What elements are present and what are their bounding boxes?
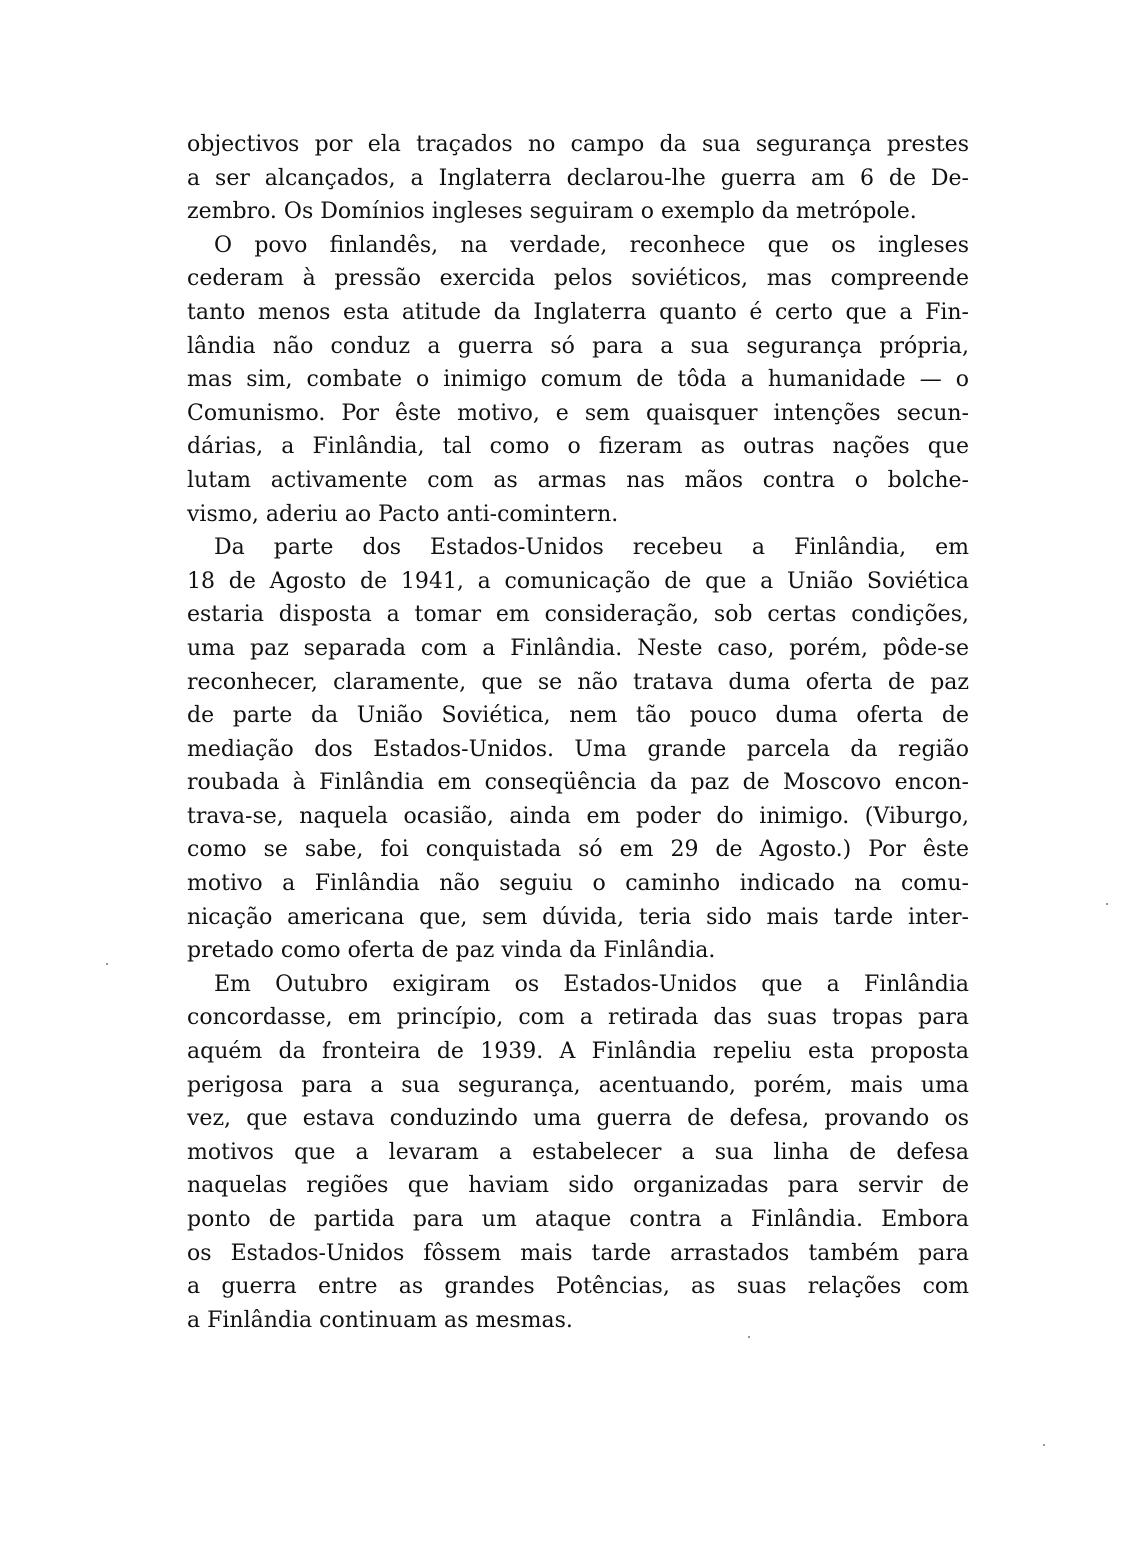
text-line: mas sim, combate o inimigo comum de tôda a humanidade — o	[187, 367, 969, 393]
text-line: como se sabe, foi conquistada só em 29 de Agosto.) Por êste	[187, 837, 969, 863]
text-line: estaria disposta a tomar em consideração, sob certas condições,	[187, 602, 969, 628]
text-line: vez, que estava conduzindo uma guerra de defesa, provando os	[187, 1106, 969, 1132]
scan-speck	[1106, 903, 1108, 905]
text-line: nicação americana que, sem dúvida, teria sido mais tarde inter-	[187, 904, 969, 930]
text-line: vismo, aderiu ao Pacto anti-comintern.	[187, 501, 619, 527]
paragraph	[187, 531, 969, 968]
text-line: naquelas regiões que haviam sido organizadas para servir de	[187, 1173, 969, 1199]
text-line: reconhecer, claramente, que se não tratava duma oferta de paz	[187, 669, 969, 695]
text-line: Comunismo. Por êste motivo, e sem quaisquer intenções secun-	[187, 400, 969, 426]
paragraph	[187, 229, 969, 531]
text-line: trava-se, naquela ocasião, ainda em poder do inimigo. (Viburgo,	[187, 803, 969, 829]
text-line: aquém da fronteira de 1939. A Finlândia repeliu esta proposta	[187, 1039, 969, 1065]
text-line: Da parte dos Estados-Unidos recebeu a Finlândia, em	[214, 535, 969, 561]
text-line: a guerra entre as grandes Potências, as suas relações com	[187, 1274, 969, 1300]
text-line: motivos que a levaram a estabelecer a sua linha de defesa	[187, 1139, 969, 1165]
text-line: mediação dos Estados-Unidos. Uma grande parcela da região	[187, 736, 969, 762]
scan-speck	[106, 963, 108, 965]
text-line: objectivos por ela traçados no campo da sua segurança prestes	[187, 132, 969, 157]
text-line: motivo a Finlândia não seguiu o caminho indicado na comu-	[187, 871, 969, 897]
text-line: a Finlândia continuam as mesmas.	[187, 1307, 573, 1333]
text-line: cederam à pressão exercida pelos soviéticos, mas compreende	[187, 266, 969, 292]
text-line: ponto de partida para um ataque contra a Finlândia. Embora	[187, 1207, 969, 1232]
text-line: zembro. Os Domínios ingleses seguiram o exemplo da metrópole.	[187, 199, 917, 225]
text-line: roubada à Finlândia em conseqüência da paz de Moscovo encon-	[187, 770, 969, 796]
scan-speck	[1043, 1444, 1045, 1446]
text-line: os Estados-Unidos fôssem mais tarde arrastados também para	[187, 1240, 969, 1266]
text-line: 18 de Agosto de 1941, a comunicação de que a União Soviética	[187, 568, 969, 594]
scan-speck	[748, 1336, 750, 1338]
text-line: a ser alcançados, a Inglaterra declarou-lhe guerra am 6 de De-	[187, 165, 969, 191]
text-line: O povo finlandês, na verdade, reconhece que os ingleses	[214, 232, 969, 258]
text-line: pretado como oferta de paz vinda da Finlândia.	[187, 938, 716, 964]
text-line: tanto menos esta atitude da Inglaterra quanto é certo que a Fin-	[187, 299, 969, 325]
text-line: dárias, a Finlândia, tal como o fizeram as outras nações que	[187, 434, 969, 460]
text-line: lândia não conduz a guerra só para a sua segurança própria,	[187, 333, 969, 359]
body-text	[187, 128, 969, 1337]
paragraph	[187, 128, 969, 229]
text-line: concordasse, em princípio, com a retirada das suas tropas para	[187, 1005, 969, 1031]
paragraph	[187, 968, 969, 1338]
text-line: perigosa para a sua segurança, acentuando, porém, mais uma	[187, 1072, 969, 1098]
text-line: Em Outubro exigiram os Estados-Unidos que a Finlândia	[214, 971, 969, 997]
text-line: de parte da União Soviética, nem tão pouco duma oferta de	[187, 703, 969, 729]
text-line: lutam activamente com as armas nas mãos contra o bolche-	[187, 467, 969, 493]
text-line: uma paz separada com a Finlândia. Neste caso, porém, pôde-se	[187, 635, 969, 661]
